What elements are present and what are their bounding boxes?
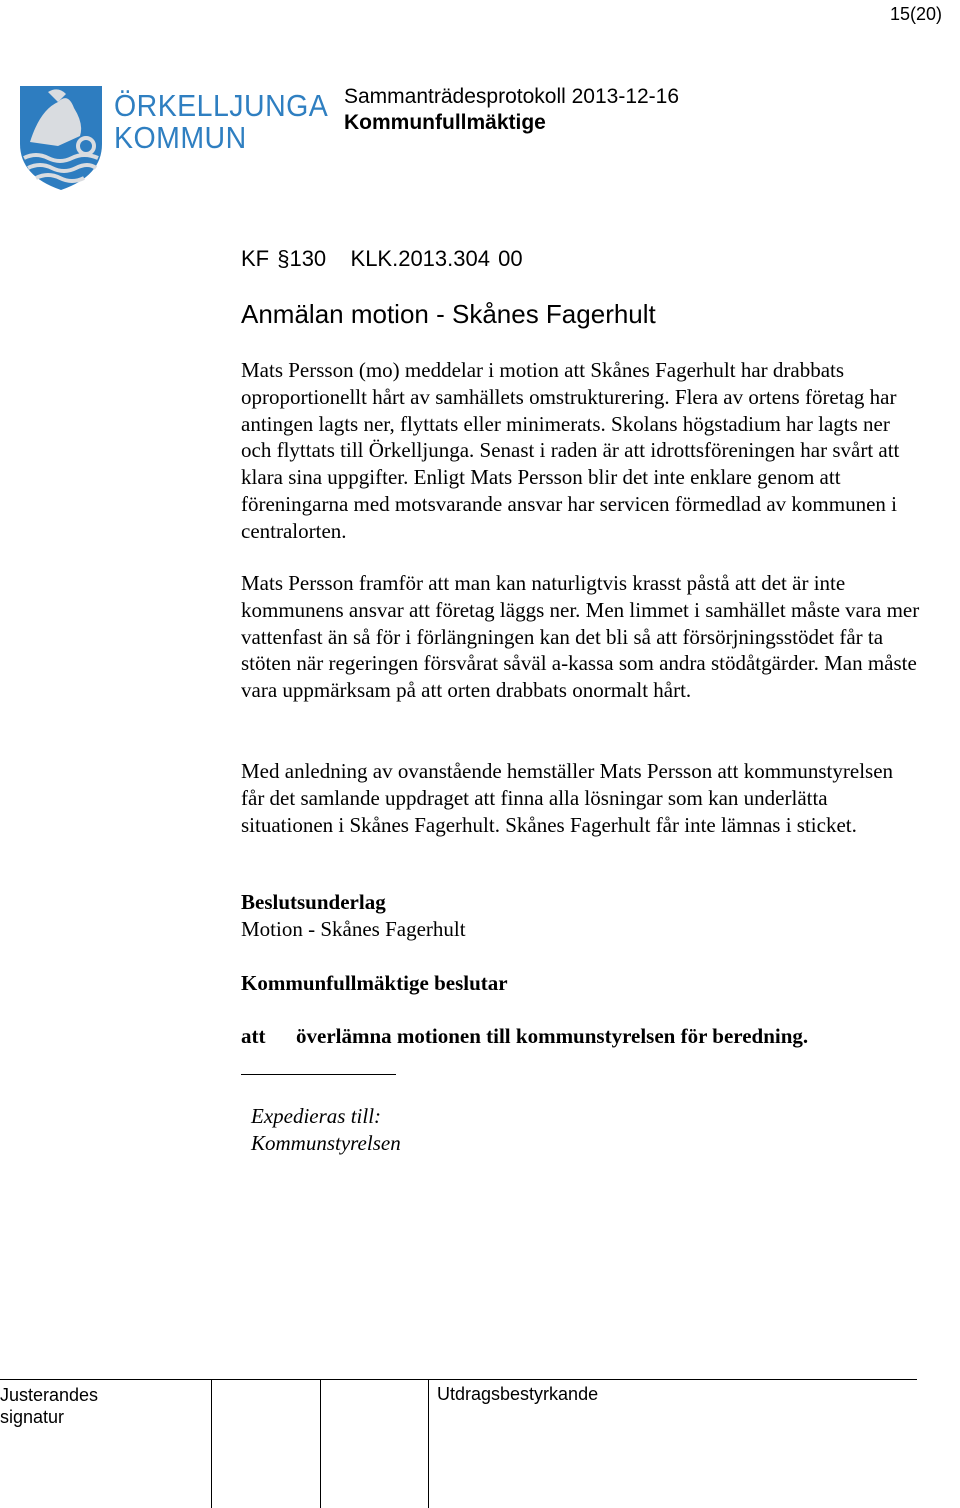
decision-prefix: att xyxy=(241,1024,266,1048)
basis-item: Motion - Skånes Fagerhult xyxy=(241,917,466,941)
logo-line-2: KOMMUN xyxy=(114,120,247,155)
divider xyxy=(241,1074,396,1075)
decision-body: överlämna motionen till kommunstyrelsen för beredning. xyxy=(296,1024,809,1048)
decision-text xyxy=(241,1024,808,1049)
footer-divider xyxy=(0,1379,917,1380)
footer-label-line-1: Justerandes xyxy=(0,1385,99,1405)
signature-box-divider xyxy=(320,1379,321,1508)
body-paragraph: Mats Persson framför att man kan naturligtvis krasst påstå att det är inte kommunens ansvar att företag läggs ner. Men limmet i samhället måste vara mer vattenfast än så för i förlängningen kan det bli så att försörjningsstödet får ta stöten när regeringen försvårat såväl a-kassa som andra stödåtgärder. Man måste vara uppmärksam på att orten drabbats onormalt hårt. xyxy=(241,571,920,703)
municipality-logo xyxy=(18,72,329,192)
case-reference xyxy=(241,246,523,272)
paragraph-ref: KF §130 xyxy=(241,246,327,271)
body-heading: Kommunfullmäktige xyxy=(344,111,546,134)
basis-heading: Beslutsunderlag xyxy=(241,890,386,914)
document-title: Anmälan motion - Skånes Fagerhult xyxy=(241,299,656,329)
distribution-heading: Expedieras till: xyxy=(251,1104,382,1128)
coat-of-arms-icon xyxy=(18,72,108,192)
decision-heading: Kommunfullmäktige beslutar xyxy=(241,971,508,995)
footer-label-line-2: signatur xyxy=(0,1407,65,1427)
diary-number: KLK.2013.304 00 xyxy=(350,246,523,271)
distribution-recipient: Kommunstyrelsen xyxy=(251,1131,401,1155)
logo-wordmark xyxy=(114,90,328,154)
signature-box-divider xyxy=(428,1379,429,1508)
body-paragraph: Med anledning av ovanstående hemställer Mats Persson att kommunstyrelsen får det samlande uppdraget att finna alla lösningar som kan underlätta situationen i Skånes Fagerhult. Skånes Fagerhult får inte lämnas i sticket. xyxy=(241,759,894,837)
logo-line-1: ÖRKELLJUNGA xyxy=(114,88,329,123)
protocol-heading: Sammanträdesprotokoll 2013-12-16 xyxy=(344,85,680,108)
body-paragraph: Mats Persson (mo) meddelar i motion att Skånes Fagerhult har drabbats oproportionellt hårt av samhällets omstrukturering. Flera av ortens företag har antingen lagts ner, flyttats eller minimerats. Skolans högstadium har lagts ner och flyttats till Örkelljunga. Senast i raden är att idrottsföreningen har svårt att klara sina uppgifter. Enligt Mats Persson blir det inte enklare genom att föreningarna med motsvarande ansvar har servicen förmedlad av kommunen i centralorten. xyxy=(241,358,900,543)
footer-signature-label xyxy=(0,1384,98,1428)
footer-certification-label: Utdragsbestyrkande xyxy=(437,1384,599,1404)
signature-box-divider xyxy=(211,1379,212,1508)
page-number: 15(20) xyxy=(889,4,942,24)
